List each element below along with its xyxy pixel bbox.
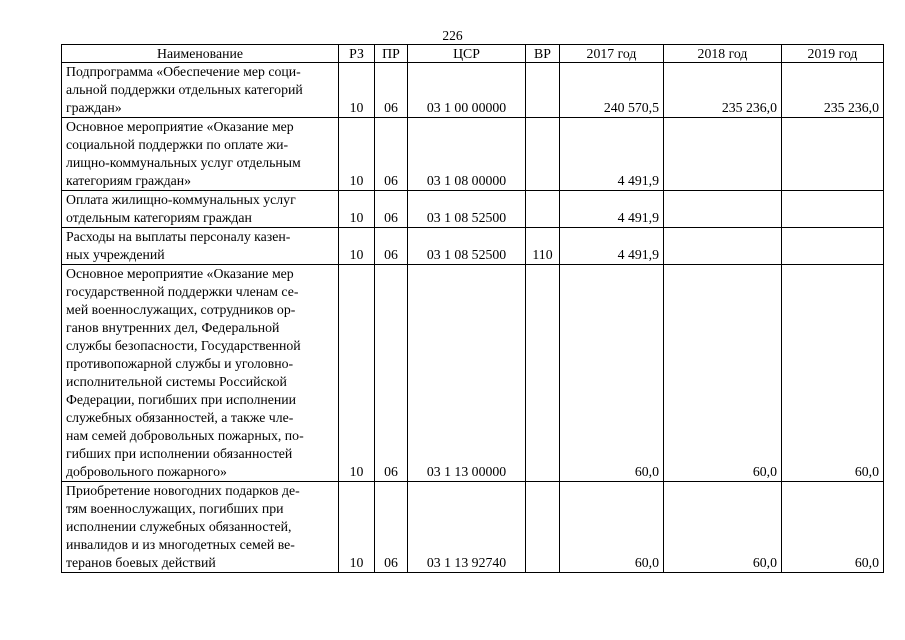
row-name-line: Основное мероприятие «Оказание мер <box>66 119 294 134</box>
row-pr: 06 <box>375 63 408 118</box>
row-name-line: Подпрограмма «Обеспечение мер соци- <box>66 64 301 79</box>
row-amount-2017: 60,0 <box>560 482 664 573</box>
row-name-line: социальной поддержки по оплате жи- <box>66 137 289 152</box>
row-name-line: служебных обязанностей, а также чле- <box>66 410 294 425</box>
row-name <box>62 228 339 265</box>
row-amount-2018: 60,0 <box>664 265 782 482</box>
row-csr: 03 1 08 52500 <box>408 228 526 265</box>
table-row <box>62 63 884 118</box>
row-vr: 110 <box>526 228 560 265</box>
row-name-line: тям военнослужащих, погибших при <box>66 501 284 516</box>
row-amount-2017: 4 491,9 <box>560 118 664 191</box>
row-amount-2019: 60,0 <box>782 265 884 482</box>
row-amount-2019 <box>782 228 884 265</box>
row-pr: 06 <box>375 265 408 482</box>
row-amount-2018 <box>664 228 782 265</box>
row-amount-2017: 240 570,5 <box>560 63 664 118</box>
row-vr <box>526 482 560 573</box>
row-name-line: Основное мероприятие «Оказание мер <box>66 266 294 281</box>
header-name: Наименование <box>62 45 339 63</box>
row-name-line: альной поддержки отдельных категорий <box>66 82 303 97</box>
header-csr: ЦСР <box>408 45 526 63</box>
row-rz: 10 <box>339 191 375 228</box>
row-rz: 10 <box>339 265 375 482</box>
row-rz: 10 <box>339 482 375 573</box>
row-csr: 03 1 13 92740 <box>408 482 526 573</box>
row-name-line: отдельным категориям граждан <box>66 210 252 225</box>
row-name-line: нам семей добровольных пожарных, по- <box>66 428 304 443</box>
row-name-line: Приобретение новогодних подарков де- <box>66 483 300 498</box>
table-row <box>62 482 884 573</box>
page-number: 226 <box>442 28 463 43</box>
row-amount-2017: 4 491,9 <box>560 191 664 228</box>
row-name-line: ных учреждений <box>66 247 165 262</box>
row-name-line: добровольного пожарного» <box>66 464 227 479</box>
header-rz: РЗ <box>339 45 375 63</box>
row-vr <box>526 63 560 118</box>
row-name-line: мей военнослужащих, сотрудников ор- <box>66 302 296 317</box>
row-name-line: инвалидов и из многодетных семей ве- <box>66 537 295 552</box>
row-name-line: Федерации, погибших при исполнении <box>66 392 297 407</box>
row-amount-2018 <box>664 191 782 228</box>
row-rz: 10 <box>339 118 375 191</box>
table-row <box>62 265 884 482</box>
row-name-line: противопожарной службы и уголовно- <box>66 356 294 371</box>
row-name-line: исполнительной системы Российской <box>66 374 287 389</box>
row-name-line: лищно-коммунальных услуг отдельным <box>66 155 301 170</box>
row-vr <box>526 118 560 191</box>
row-vr <box>526 191 560 228</box>
row-amount-2018: 60,0 <box>664 482 782 573</box>
table-row <box>62 191 884 228</box>
row-csr: 03 1 13 00000 <box>408 265 526 482</box>
row-name-line: граждан» <box>66 100 122 115</box>
row-amount-2017: 4 491,9 <box>560 228 664 265</box>
row-rz: 10 <box>339 63 375 118</box>
row-name-line: гибших при исполнении обязанностей <box>66 446 293 461</box>
row-amount-2018: 235 236,0 <box>664 63 782 118</box>
row-csr: 03 1 08 00000 <box>408 118 526 191</box>
row-amount-2019 <box>782 118 884 191</box>
row-name-line: службы безопасности, Государственной <box>66 338 301 353</box>
row-amount-2018 <box>664 118 782 191</box>
header-2018: 2018 год <box>664 45 782 63</box>
row-amount-2017: 60,0 <box>560 265 664 482</box>
row-name <box>62 118 339 191</box>
row-pr: 06 <box>375 228 408 265</box>
budget-table <box>61 44 884 573</box>
table-row <box>62 228 884 265</box>
row-name-line: Расходы на выплаты персоналу казен- <box>66 229 291 244</box>
row-amount-2019 <box>782 191 884 228</box>
row-name-line: ганов внутренних дел, Федеральной <box>66 320 280 335</box>
row-amount-2019: 235 236,0 <box>782 63 884 118</box>
row-pr: 06 <box>375 482 408 573</box>
header-2017: 2017 год <box>560 45 664 63</box>
row-name <box>62 63 339 118</box>
row-name <box>62 265 339 482</box>
table-row <box>62 118 884 191</box>
row-pr: 06 <box>375 118 408 191</box>
row-name-line: категориям граждан» <box>66 173 192 188</box>
row-csr: 03 1 08 52500 <box>408 191 526 228</box>
header-pr: ПР <box>375 45 408 63</box>
row-rz: 10 <box>339 228 375 265</box>
header-row <box>62 45 884 63</box>
header-2019: 2019 год <box>782 45 884 63</box>
row-name <box>62 191 339 228</box>
row-name-line: Оплата жилищно-коммунальных услуг <box>66 192 296 207</box>
row-name <box>62 482 339 573</box>
row-vr <box>526 265 560 482</box>
row-name-line: исполнении служебных обязанностей, <box>66 519 292 534</box>
table-body <box>62 63 884 573</box>
row-name-line: государственной поддержки членам се- <box>66 284 299 299</box>
row-pr: 06 <box>375 191 408 228</box>
row-amount-2019: 60,0 <box>782 482 884 573</box>
header-vr: ВР <box>526 45 560 63</box>
row-name-line: теранов боевых действий <box>66 555 216 570</box>
row-csr: 03 1 00 00000 <box>408 63 526 118</box>
